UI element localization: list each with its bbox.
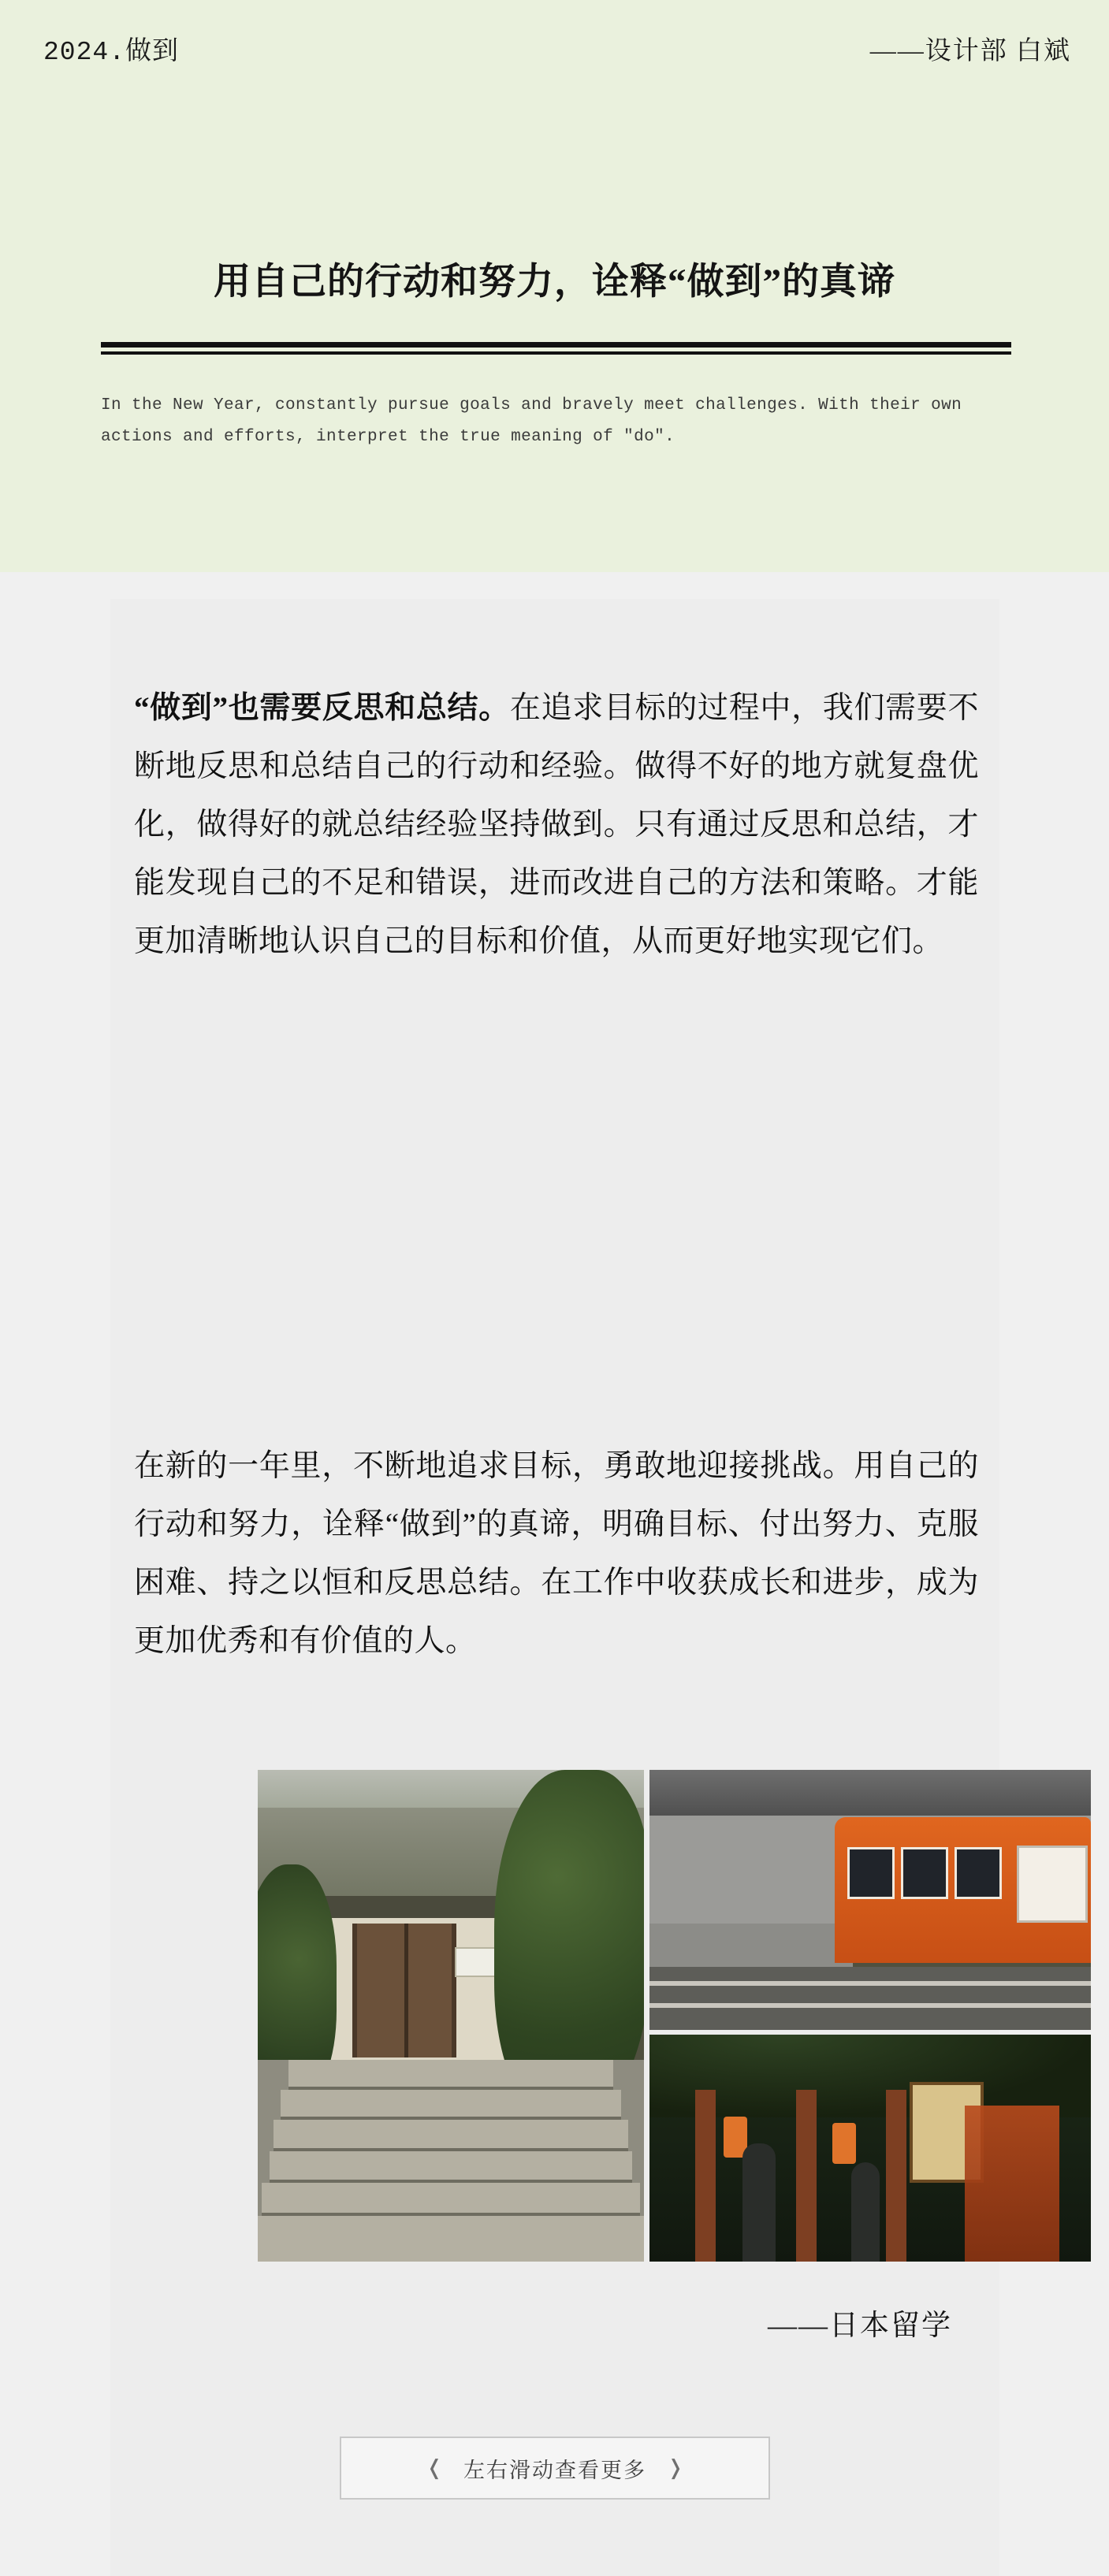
chevron-right-icon[interactable]: ❭ bbox=[667, 2456, 684, 2480]
document-date: 2024.做到 bbox=[43, 38, 180, 67]
paragraph-two: 在新的一年里，不断地追求目标，勇敢地迎接挑战。用自己的行动和努力，诠释“做到”的真谛，明确目标、付出努力、克服困难、持之以恒和反思总结。在工作中收获成长和进步，成为更加优秀和有价值的人。 bbox=[134, 1449, 979, 1658]
photo-collage bbox=[147, 1770, 967, 2262]
photo-train-body bbox=[835, 1817, 1091, 1963]
photo-station-ceiling bbox=[649, 1770, 1091, 1819]
photo-torii bbox=[965, 2106, 1059, 2262]
photo-temple-stairs bbox=[258, 1770, 644, 2262]
subtitle-english: In the New Year, constantly pursue goals and bravely meet challenges. With their own actions and efforts, interpret the true meaning of "do". bbox=[101, 396, 962, 446]
divider-line-thin bbox=[101, 351, 1011, 355]
title-divider bbox=[101, 342, 1011, 355]
content-card bbox=[110, 599, 999, 2576]
chevron-left-icon[interactable]: ❬ bbox=[426, 2456, 443, 2480]
swipe-more-button[interactable] bbox=[340, 2437, 770, 2500]
paragraph-one-rest: 在追求目标的过程中，我们需要不断地反思和总结自己的行动和经验。做得不好的地方就复盘优化，做得好的就总结经验坚持做到。只有通过反思和总结，才能发现自己的不足和错误，进而改进自己的方法和策略。才能更加清晰地认识自己的目标和价值，从而更好地实现它们。 bbox=[134, 691, 979, 958]
photo-track bbox=[649, 1967, 1091, 2030]
swipe-label: 左右滑动查看更多 bbox=[463, 2458, 646, 2482]
header-row bbox=[0, 30, 1109, 77]
paragraph-one-lead: “做到”也需要反思和总结。 bbox=[134, 691, 510, 725]
photo-train-front bbox=[1017, 1846, 1088, 1923]
photo-door bbox=[352, 1924, 456, 2057]
paragraph-one bbox=[134, 679, 979, 971]
document-author: ——设计部 白斌 bbox=[869, 37, 1071, 65]
divider-line-thick bbox=[101, 342, 1011, 348]
photo-night-lanterns bbox=[649, 2035, 1091, 2262]
photo-train-station bbox=[649, 1770, 1091, 2030]
photo-stairs bbox=[258, 2060, 644, 2262]
page-title: 用自己的行动和努力，诠释“做到”的真谛 bbox=[214, 262, 895, 303]
photo-caption: ——日本留学 bbox=[768, 2310, 952, 2342]
